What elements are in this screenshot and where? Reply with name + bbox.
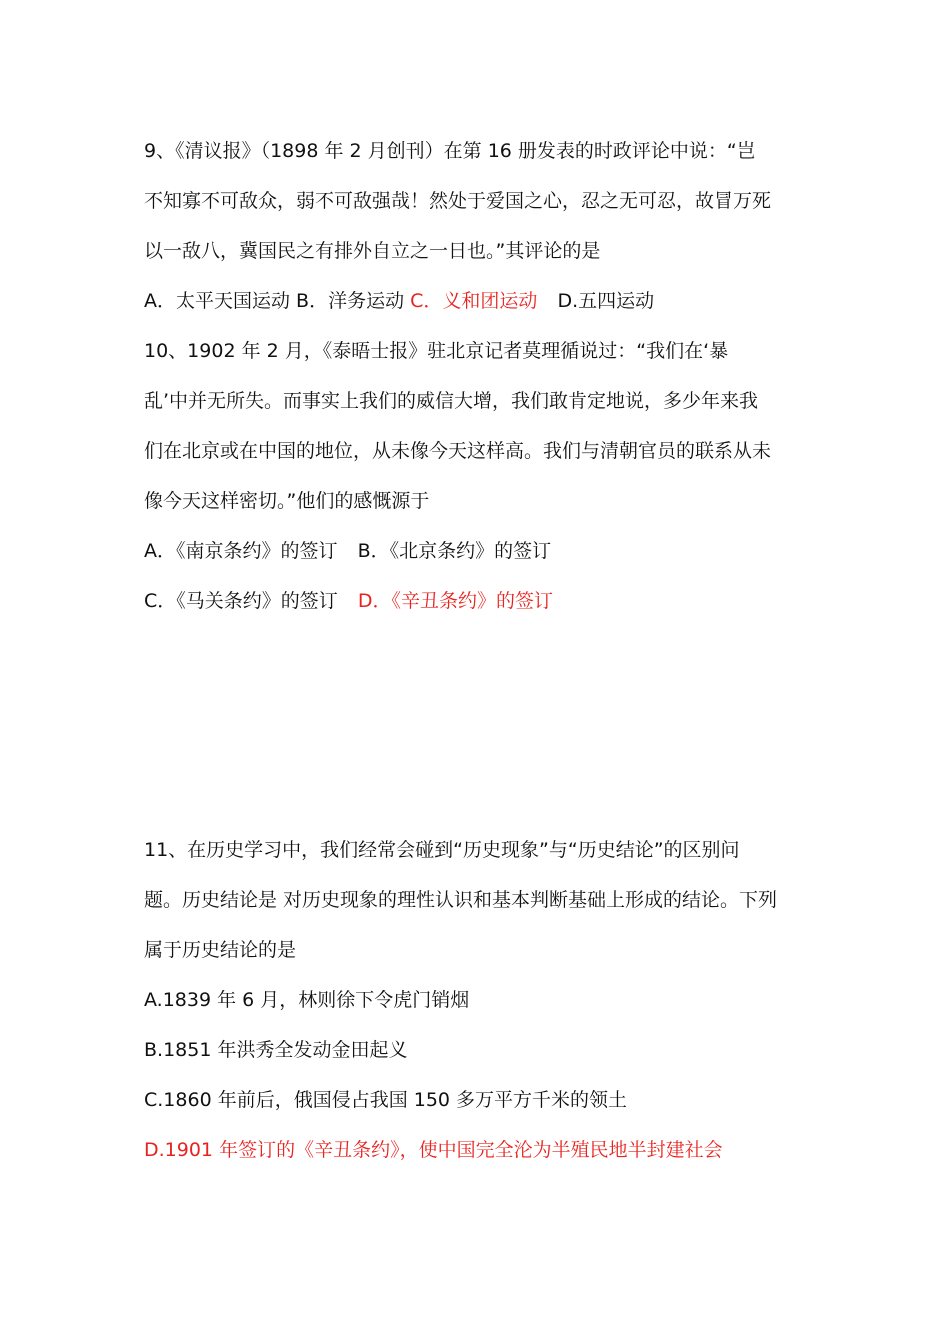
question-9-option-d: D.五四运动 <box>557 290 655 312</box>
question-9-line-2: 不知寡不可敌众，弱不可敌强哉！然处于爱国之心，忍之无可忍，故冒万死 <box>144 190 772 212</box>
question-10-line-1: 10、1902 年 2 月，《泰晤士报》驻北京记者莫理循说过：“我们在‘暴 <box>144 340 729 362</box>
question-9-option-c-answer: C．义和团运动 <box>410 290 538 312</box>
question-9-option-a: A．太平天国运动 <box>144 290 290 312</box>
question-9-option-b: B．洋务运动 <box>296 290 405 312</box>
question-9-options <box>144 276 814 326</box>
question-9-line-1: 9、《清议报》（1898 年 2 月创刊）在第 16 册发表的时政评论中说：“岂 <box>144 140 756 162</box>
question-10-line-4: 像今天这样密切。”他们的感慨源于 <box>144 490 430 512</box>
question-11 <box>144 825 814 1175</box>
question-10-options-ab <box>144 526 814 576</box>
question-11-line-3: 属于历史结论的是 <box>144 939 297 961</box>
question-10-line-3: 们在北京或在中国的地位，从未像今天这样高。我们与清朝官员的联系从未 <box>144 440 772 462</box>
section-spacer <box>144 626 814 825</box>
question-9-line-3: 以一敌八，冀国民之有排外自立之一日也。”其评论的是 <box>144 240 601 262</box>
question-10-option-d-answer: D．《辛丑条约》的签订 <box>357 590 554 612</box>
question-11-option-d-answer: D.1901 年签订的《辛丑条约》，使中国完全沦为半殖民地半封建社会 <box>144 1139 723 1161</box>
question-9 <box>144 126 814 326</box>
question-11-line-2: 题。历史结论是 对历史现象的理性认识和基本判断基础上形成的结论。下列 <box>144 889 778 911</box>
question-10-line-2: 乱’中并无所失。而事实上我们的威信大增，我们敢肯定地说，多少年来我 <box>144 390 759 412</box>
question-10 <box>144 326 814 626</box>
question-10-option-a: A．《南京条约》的签订 <box>144 540 338 562</box>
question-11-option-c: C.1860 年前后，俄国侵占我国 150 多万平方千米的领土 <box>144 1089 628 1111</box>
question-11-option-b: B.1851 年洪秀全发动金田起义 <box>144 1039 408 1061</box>
question-10-option-b: B．《北京条约》的签订 <box>357 540 552 562</box>
document-page <box>144 126 814 1175</box>
question-10-options-cd <box>144 576 814 626</box>
question-11-line-1: 11、在历史学习中，我们经常会碰到“历史现象”与“历史结论”的区别问 <box>144 839 740 861</box>
question-10-option-c: C．《马关条约》的签订 <box>144 590 338 612</box>
question-11-option-a: A.1839 年 6 月，林则徐下令虎门销烟 <box>144 989 470 1011</box>
